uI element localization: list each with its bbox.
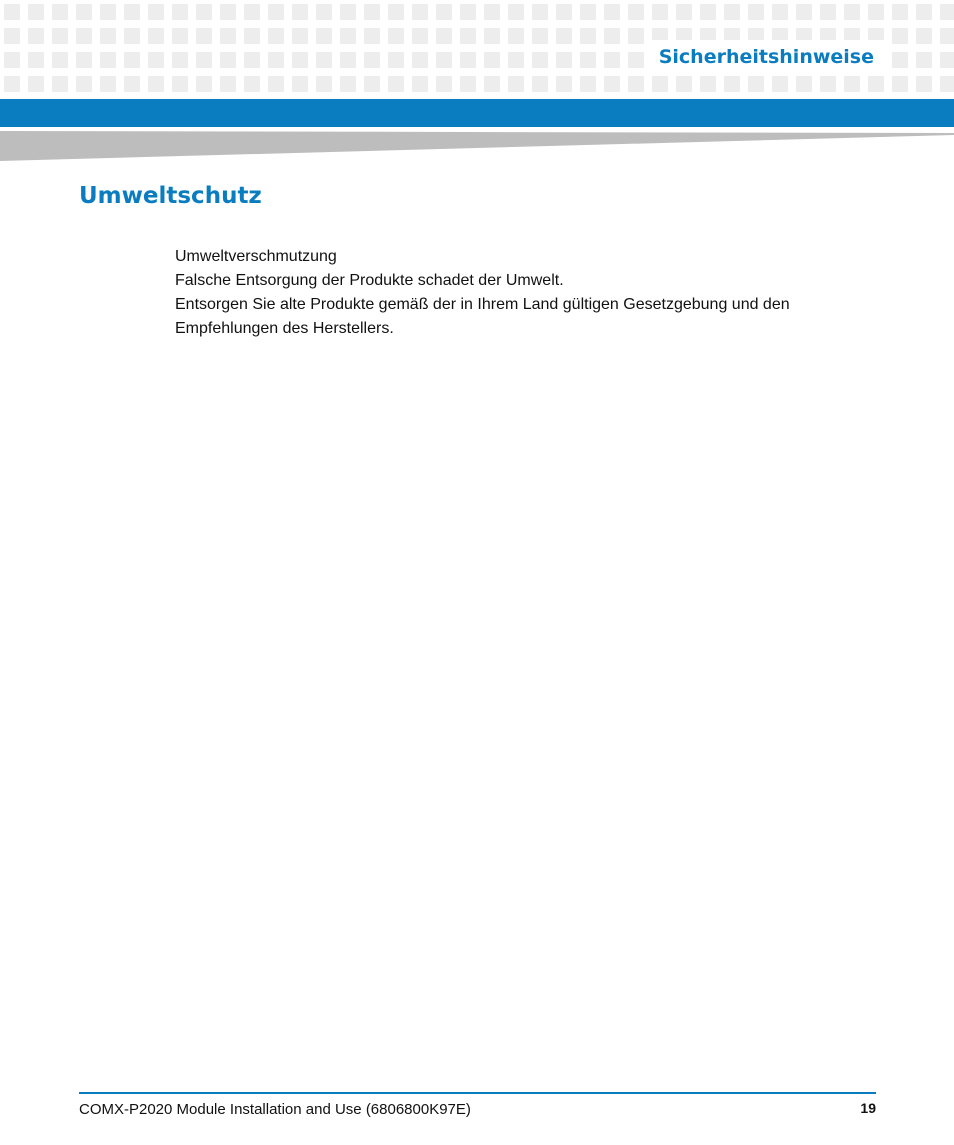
header-tile bbox=[532, 28, 548, 44]
header-tile bbox=[340, 4, 356, 20]
header-tile bbox=[460, 76, 476, 92]
header-tile bbox=[700, 76, 716, 92]
header-tile bbox=[916, 28, 932, 44]
header-tile bbox=[4, 4, 20, 20]
header-tile bbox=[340, 76, 356, 92]
header-tile bbox=[52, 76, 68, 92]
header-tile bbox=[292, 4, 308, 20]
header-tile bbox=[100, 76, 116, 92]
header-tile bbox=[196, 28, 212, 44]
header-tile bbox=[4, 28, 20, 44]
header-tile bbox=[4, 76, 20, 92]
header-tile bbox=[28, 4, 44, 20]
header-tile bbox=[244, 4, 260, 20]
header-tile bbox=[172, 28, 188, 44]
header-tile bbox=[868, 76, 884, 92]
header-tile bbox=[628, 4, 644, 20]
header-tile bbox=[916, 52, 932, 68]
header-tile bbox=[292, 76, 308, 92]
footer-rule bbox=[79, 1092, 876, 1094]
header-tile bbox=[172, 52, 188, 68]
header-tile bbox=[628, 76, 644, 92]
header-tile bbox=[532, 76, 548, 92]
header-tile bbox=[484, 76, 500, 92]
footer-document-title: COMX-P2020 Module Installation and Use (6806800K97E) bbox=[79, 1101, 471, 1118]
header-tile bbox=[124, 76, 140, 92]
header-tile bbox=[724, 4, 740, 20]
header-tile bbox=[220, 52, 236, 68]
footer-page-number: 19 bbox=[860, 1100, 876, 1116]
header-tile bbox=[892, 76, 908, 92]
header-tile bbox=[580, 76, 596, 92]
header-tile bbox=[796, 76, 812, 92]
paragraph-disposal-instruction: Entsorgen Sie alte Produkte gemäß der in Ihrem Land gültigen Gesetzgebung und den Empfehlungen des Herstellers. bbox=[175, 296, 790, 337]
header-tile bbox=[940, 52, 954, 68]
header-tile bbox=[556, 76, 572, 92]
header-tile bbox=[628, 28, 644, 44]
header-tile bbox=[52, 52, 68, 68]
header-tile bbox=[916, 4, 932, 20]
header-tile bbox=[940, 76, 954, 92]
header-tile bbox=[844, 4, 860, 20]
header-tile bbox=[652, 4, 668, 20]
section-label-box bbox=[649, 40, 884, 74]
header-tile bbox=[412, 4, 428, 20]
header-tile bbox=[436, 76, 452, 92]
header-tile bbox=[244, 52, 260, 68]
header-tile bbox=[676, 4, 692, 20]
header-tile bbox=[604, 76, 620, 92]
header-tile bbox=[892, 28, 908, 44]
header-tile bbox=[364, 4, 380, 20]
header-tile bbox=[604, 4, 620, 20]
header-tile bbox=[292, 28, 308, 44]
header-tile bbox=[244, 28, 260, 44]
header-tile bbox=[4, 52, 20, 68]
header-tile bbox=[892, 52, 908, 68]
header-tile bbox=[76, 28, 92, 44]
header-tile bbox=[676, 76, 692, 92]
header-tile bbox=[100, 52, 116, 68]
header-tile bbox=[772, 4, 788, 20]
header-tile bbox=[76, 52, 92, 68]
header-tile bbox=[76, 4, 92, 20]
header-tile bbox=[604, 28, 620, 44]
header-tile bbox=[460, 28, 476, 44]
header-tile bbox=[748, 4, 764, 20]
header-tile bbox=[268, 76, 284, 92]
header-tile bbox=[28, 28, 44, 44]
header-tile bbox=[556, 4, 572, 20]
header-tile bbox=[148, 4, 164, 20]
header-tile bbox=[292, 52, 308, 68]
header-tile bbox=[124, 52, 140, 68]
header-tile bbox=[796, 4, 812, 20]
header-tile bbox=[196, 4, 212, 20]
header-tile bbox=[628, 52, 644, 68]
header-tile bbox=[508, 28, 524, 44]
header-tile bbox=[484, 28, 500, 44]
header-grey-wedge bbox=[0, 131, 954, 163]
header-tile bbox=[388, 28, 404, 44]
header-tile bbox=[196, 76, 212, 92]
header-tile bbox=[460, 4, 476, 20]
header-tile bbox=[508, 76, 524, 92]
header-tile bbox=[364, 52, 380, 68]
header-tile bbox=[172, 76, 188, 92]
header-blue-bar bbox=[0, 99, 954, 127]
header-tile bbox=[220, 76, 236, 92]
header-tile bbox=[124, 4, 140, 20]
header-tile bbox=[412, 28, 428, 44]
header-tile bbox=[940, 28, 954, 44]
header-tile bbox=[316, 52, 332, 68]
header-tile bbox=[436, 4, 452, 20]
paragraph-warning-description: Falsche Entsorgung der Produkte schadet der Umwelt. bbox=[175, 272, 564, 289]
header-tile bbox=[316, 4, 332, 20]
header-tile bbox=[412, 76, 428, 92]
header-tile bbox=[580, 4, 596, 20]
header-tile bbox=[28, 52, 44, 68]
body-text bbox=[175, 245, 875, 341]
paragraph-warning-title: Umweltverschmutzung bbox=[175, 248, 337, 265]
header-tile bbox=[412, 52, 428, 68]
header-tile bbox=[388, 4, 404, 20]
header-tile bbox=[604, 52, 620, 68]
header-tile bbox=[220, 28, 236, 44]
header-tile bbox=[700, 4, 716, 20]
header-tile bbox=[460, 52, 476, 68]
header-tile bbox=[316, 28, 332, 44]
header-tile bbox=[268, 28, 284, 44]
header-tile bbox=[484, 52, 500, 68]
header-tile bbox=[364, 28, 380, 44]
header-tile bbox=[892, 4, 908, 20]
wedge-shape bbox=[0, 131, 954, 161]
header-tile bbox=[580, 52, 596, 68]
header-tile bbox=[388, 76, 404, 92]
header-tile bbox=[532, 4, 548, 20]
header-tile bbox=[268, 52, 284, 68]
header-tile bbox=[76, 76, 92, 92]
header-tile bbox=[52, 4, 68, 20]
header-tile bbox=[916, 76, 932, 92]
header-tile bbox=[652, 76, 668, 92]
header-tile bbox=[436, 28, 452, 44]
header-tile bbox=[556, 52, 572, 68]
header-tile-pattern bbox=[0, 0, 954, 98]
header-tile bbox=[28, 76, 44, 92]
header-tile bbox=[940, 4, 954, 20]
header-tile bbox=[868, 4, 884, 20]
section-label: Sicherheitshinweise bbox=[658, 46, 874, 68]
header-tile bbox=[508, 52, 524, 68]
header-tile bbox=[508, 4, 524, 20]
header-tile bbox=[556, 28, 572, 44]
header-tile bbox=[484, 4, 500, 20]
header-tile bbox=[244, 76, 260, 92]
header-tile bbox=[220, 4, 236, 20]
header-tile bbox=[820, 4, 836, 20]
header-tile bbox=[148, 76, 164, 92]
header-tile bbox=[532, 52, 548, 68]
header-tile bbox=[820, 76, 836, 92]
header-tile bbox=[844, 76, 860, 92]
header-tile bbox=[124, 28, 140, 44]
header-tile bbox=[100, 4, 116, 20]
header-tile bbox=[436, 52, 452, 68]
header-tile bbox=[340, 28, 356, 44]
header-tile bbox=[388, 52, 404, 68]
header-tile bbox=[772, 76, 788, 92]
header-tile bbox=[148, 28, 164, 44]
header-tile bbox=[724, 76, 740, 92]
header-tile bbox=[268, 4, 284, 20]
header-tile bbox=[340, 52, 356, 68]
header-tile bbox=[100, 28, 116, 44]
page-heading: Umweltschutz bbox=[79, 183, 262, 209]
header-tile bbox=[748, 76, 764, 92]
header-tile bbox=[172, 4, 188, 20]
header-tile bbox=[580, 28, 596, 44]
header-tile bbox=[148, 52, 164, 68]
header-tile bbox=[196, 52, 212, 68]
header-tile bbox=[316, 76, 332, 92]
header-tile bbox=[364, 76, 380, 92]
header-tile bbox=[52, 28, 68, 44]
